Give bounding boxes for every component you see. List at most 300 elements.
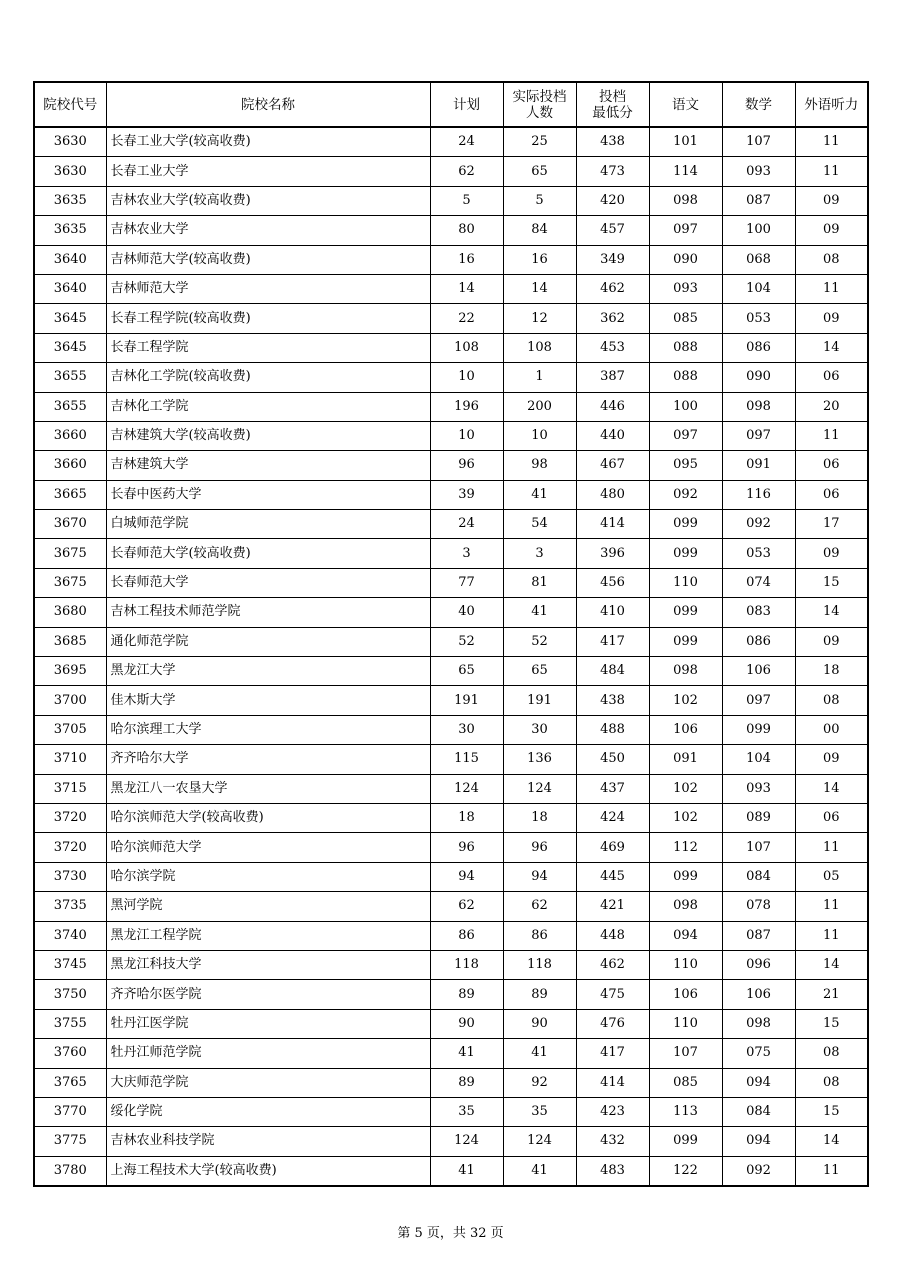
cell-name: 吉林农业大学(较高收费)	[106, 186, 430, 215]
cell-code: 3775	[34, 1127, 106, 1156]
cell-name: 通化师范学院	[106, 627, 430, 656]
cell-actual: 191	[503, 686, 576, 715]
header-listening: 外语听力	[795, 82, 868, 127]
cell-listening: 11	[795, 892, 868, 921]
admission-table	[33, 81, 869, 1187]
table-row	[34, 1068, 868, 1097]
cell-name: 上海工程技术大学(较高收费)	[106, 1156, 430, 1186]
cell-name: 吉林工程技术师范学院	[106, 598, 430, 627]
cell-math: 068	[722, 245, 795, 274]
table-header-row	[34, 82, 868, 127]
cell-listening: 11	[795, 157, 868, 186]
cell-actual: 96	[503, 833, 576, 862]
table-row	[34, 774, 868, 803]
cell-plan: 14	[430, 274, 503, 303]
cell-name: 吉林建筑大学(较高收费)	[106, 421, 430, 450]
cell-math: 083	[722, 598, 795, 627]
cell-code: 3685	[34, 627, 106, 656]
cell-plan: 10	[430, 421, 503, 450]
cell-code: 3635	[34, 216, 106, 245]
cell-code: 3640	[34, 274, 106, 303]
cell-chinese: 099	[649, 1127, 722, 1156]
cell-math: 098	[722, 392, 795, 421]
cell-name: 长春工业大学	[106, 157, 430, 186]
cell-chinese: 106	[649, 715, 722, 744]
cell-plan: 115	[430, 745, 503, 774]
table-row	[34, 715, 868, 744]
cell-plan: 90	[430, 1009, 503, 1038]
cell-plan: 89	[430, 980, 503, 1009]
cell-plan: 40	[430, 598, 503, 627]
cell-min-score: 417	[576, 627, 649, 656]
cell-code: 3655	[34, 392, 106, 421]
cell-math: 074	[722, 568, 795, 597]
cell-math: 092	[722, 1156, 795, 1186]
cell-chinese: 102	[649, 686, 722, 715]
cell-actual: 62	[503, 892, 576, 921]
cell-name: 黑龙江工程学院	[106, 921, 430, 950]
cell-chinese: 090	[649, 245, 722, 274]
cell-chinese: 085	[649, 304, 722, 333]
cell-plan: 108	[430, 333, 503, 362]
cell-math: 087	[722, 186, 795, 215]
cell-plan: 62	[430, 157, 503, 186]
cell-code: 3750	[34, 980, 106, 1009]
cell-chinese: 099	[649, 510, 722, 539]
cell-min-score: 437	[576, 774, 649, 803]
cell-code: 3765	[34, 1068, 106, 1097]
cell-actual: 16	[503, 245, 576, 274]
cell-min-score: 414	[576, 510, 649, 539]
table-row	[34, 392, 868, 421]
header-min-score	[576, 82, 649, 127]
table-row	[34, 451, 868, 480]
cell-chinese: 122	[649, 1156, 722, 1186]
cell-math: 087	[722, 921, 795, 950]
cell-math: 099	[722, 715, 795, 744]
cell-math: 090	[722, 363, 795, 392]
cell-min-score: 483	[576, 1156, 649, 1186]
table-row	[34, 833, 868, 862]
table-row	[34, 245, 868, 274]
cell-listening: 11	[795, 1156, 868, 1186]
cell-actual: 92	[503, 1068, 576, 1097]
table-body	[34, 127, 868, 1186]
cell-plan: 52	[430, 627, 503, 656]
cell-math: 075	[722, 1039, 795, 1068]
cell-name: 黑龙江八一农垦大学	[106, 774, 430, 803]
cell-plan: 16	[430, 245, 503, 274]
table-row	[34, 627, 868, 656]
cell-min-score: 420	[576, 186, 649, 215]
cell-min-score: 448	[576, 921, 649, 950]
cell-plan: 41	[430, 1039, 503, 1068]
table-row	[34, 421, 868, 450]
header-actual-line2: 人数	[526, 104, 553, 121]
cell-actual: 5	[503, 186, 576, 215]
cell-code: 3675	[34, 539, 106, 568]
cell-plan: 30	[430, 715, 503, 744]
cell-listening: 20	[795, 392, 868, 421]
cell-actual: 81	[503, 568, 576, 597]
cell-code: 3680	[34, 598, 106, 627]
table-row	[34, 510, 868, 539]
cell-code: 3630	[34, 127, 106, 157]
cell-chinese: 114	[649, 157, 722, 186]
cell-name: 黑河学院	[106, 892, 430, 921]
table-row	[34, 186, 868, 215]
cell-code: 3755	[34, 1009, 106, 1038]
header-math: 数学	[722, 82, 795, 127]
cell-listening: 08	[795, 1068, 868, 1097]
cell-actual: 94	[503, 862, 576, 891]
cell-chinese: 101	[649, 127, 722, 157]
table-row	[34, 274, 868, 303]
cell-listening: 06	[795, 451, 868, 480]
cell-name: 长春师范大学(较高收费)	[106, 539, 430, 568]
cell-code: 3780	[34, 1156, 106, 1186]
cell-name: 哈尔滨师范大学	[106, 833, 430, 862]
cell-name: 哈尔滨理工大学	[106, 715, 430, 744]
cell-name: 长春工程学院	[106, 333, 430, 362]
cell-name: 白城师范学院	[106, 510, 430, 539]
cell-code: 3645	[34, 333, 106, 362]
cell-actual: 124	[503, 774, 576, 803]
cell-actual: 65	[503, 657, 576, 686]
cell-code: 3670	[34, 510, 106, 539]
cell-code: 3700	[34, 686, 106, 715]
cell-min-score: 396	[576, 539, 649, 568]
cell-math: 053	[722, 304, 795, 333]
cell-code: 3760	[34, 1039, 106, 1068]
cell-min-score: 484	[576, 657, 649, 686]
cell-math: 093	[722, 157, 795, 186]
cell-actual: 86	[503, 921, 576, 950]
cell-code: 3630	[34, 157, 106, 186]
cell-chinese: 106	[649, 980, 722, 1009]
cell-plan: 118	[430, 950, 503, 979]
cell-chinese: 098	[649, 657, 722, 686]
table-row	[34, 892, 868, 921]
cell-chinese: 110	[649, 568, 722, 597]
cell-listening: 05	[795, 862, 868, 891]
cell-listening: 09	[795, 745, 868, 774]
cell-name: 长春师范大学	[106, 568, 430, 597]
cell-math: 094	[722, 1068, 795, 1097]
cell-math: 104	[722, 745, 795, 774]
cell-listening: 15	[795, 568, 868, 597]
header-plan: 计划	[430, 82, 503, 127]
cell-name: 哈尔滨师范大学(较高收费)	[106, 803, 430, 832]
cell-plan: 3	[430, 539, 503, 568]
cell-min-score: 469	[576, 833, 649, 862]
cell-name: 黑龙江大学	[106, 657, 430, 686]
cell-math: 084	[722, 862, 795, 891]
cell-code: 3730	[34, 862, 106, 891]
cell-actual: 41	[503, 1156, 576, 1186]
cell-chinese: 088	[649, 363, 722, 392]
cell-chinese: 091	[649, 745, 722, 774]
cell-math: 116	[722, 480, 795, 509]
cell-math: 091	[722, 451, 795, 480]
cell-plan: 65	[430, 657, 503, 686]
cell-min-score: 423	[576, 1097, 649, 1126]
header-chinese: 语文	[649, 82, 722, 127]
cell-actual: 200	[503, 392, 576, 421]
cell-min-score: 462	[576, 274, 649, 303]
cell-math: 106	[722, 657, 795, 686]
cell-actual: 90	[503, 1009, 576, 1038]
table-row	[34, 686, 868, 715]
cell-chinese: 098	[649, 892, 722, 921]
cell-listening: 08	[795, 686, 868, 715]
cell-code: 3705	[34, 715, 106, 744]
cell-plan: 41	[430, 1156, 503, 1186]
cell-plan: 124	[430, 1127, 503, 1156]
cell-plan: 24	[430, 510, 503, 539]
header-min-line2: 最低分	[592, 104, 633, 121]
cell-min-score: 446	[576, 392, 649, 421]
cell-min-score: 410	[576, 598, 649, 627]
cell-name: 齐齐哈尔大学	[106, 745, 430, 774]
cell-plan: 77	[430, 568, 503, 597]
cell-name: 黑龙江科技大学	[106, 950, 430, 979]
cell-math: 094	[722, 1127, 795, 1156]
cell-chinese: 110	[649, 1009, 722, 1038]
cell-name: 吉林农业科技学院	[106, 1127, 430, 1156]
header-actual-line1: 实际投档	[512, 88, 567, 105]
cell-chinese: 092	[649, 480, 722, 509]
cell-name: 吉林农业大学	[106, 216, 430, 245]
cell-min-score: 475	[576, 980, 649, 1009]
cell-math: 089	[722, 803, 795, 832]
cell-plan: 96	[430, 451, 503, 480]
table-row	[34, 216, 868, 245]
cell-actual: 52	[503, 627, 576, 656]
table-row	[34, 333, 868, 362]
cell-code: 3645	[34, 304, 106, 333]
cell-actual: 14	[503, 274, 576, 303]
table-row	[34, 862, 868, 891]
cell-plan: 196	[430, 392, 503, 421]
cell-listening: 11	[795, 833, 868, 862]
cell-plan: 86	[430, 921, 503, 950]
cell-chinese: 113	[649, 1097, 722, 1126]
cell-min-score: 424	[576, 803, 649, 832]
cell-min-score: 453	[576, 333, 649, 362]
cell-actual: 65	[503, 157, 576, 186]
cell-chinese: 099	[649, 539, 722, 568]
cell-min-score: 456	[576, 568, 649, 597]
cell-math: 092	[722, 510, 795, 539]
cell-name: 吉林化工学院	[106, 392, 430, 421]
cell-actual: 1	[503, 363, 576, 392]
header-name: 院校名称	[106, 82, 430, 127]
cell-actual: 35	[503, 1097, 576, 1126]
cell-plan: 96	[430, 833, 503, 862]
cell-actual: 108	[503, 333, 576, 362]
cell-plan: 80	[430, 216, 503, 245]
cell-min-score: 440	[576, 421, 649, 450]
cell-min-score: 414	[576, 1068, 649, 1097]
cell-min-score: 432	[576, 1127, 649, 1156]
table-row	[34, 363, 868, 392]
table-row	[34, 745, 868, 774]
table-row	[34, 950, 868, 979]
cell-code: 3635	[34, 186, 106, 215]
cell-listening: 21	[795, 980, 868, 1009]
cell-code: 3640	[34, 245, 106, 274]
cell-plan: 89	[430, 1068, 503, 1097]
cell-code: 3665	[34, 480, 106, 509]
cell-math: 107	[722, 127, 795, 157]
cell-listening: 11	[795, 127, 868, 157]
cell-plan: 39	[430, 480, 503, 509]
cell-listening: 11	[795, 921, 868, 950]
table-row	[34, 921, 868, 950]
cell-chinese: 107	[649, 1039, 722, 1068]
cell-plan: 5	[430, 186, 503, 215]
cell-name: 长春工业大学(较高收费)	[106, 127, 430, 157]
cell-chinese: 085	[649, 1068, 722, 1097]
cell-min-score: 421	[576, 892, 649, 921]
cell-math: 078	[722, 892, 795, 921]
cell-name: 吉林师范大学(较高收费)	[106, 245, 430, 274]
cell-listening: 09	[795, 186, 868, 215]
cell-math: 098	[722, 1009, 795, 1038]
cell-min-score: 457	[576, 216, 649, 245]
cell-actual: 84	[503, 216, 576, 245]
cell-chinese: 110	[649, 950, 722, 979]
cell-code: 3745	[34, 950, 106, 979]
cell-actual: 25	[503, 127, 576, 157]
cell-min-score: 349	[576, 245, 649, 274]
cell-chinese: 095	[649, 451, 722, 480]
cell-chinese: 099	[649, 627, 722, 656]
cell-name: 绥化学院	[106, 1097, 430, 1126]
table-row	[34, 157, 868, 186]
cell-math: 107	[722, 833, 795, 862]
cell-min-score: 387	[576, 363, 649, 392]
table-row	[34, 480, 868, 509]
cell-math: 053	[722, 539, 795, 568]
cell-actual: 41	[503, 480, 576, 509]
page-footer: 第 5 页，共 32 页	[397, 1226, 504, 1241]
cell-listening: 14	[795, 598, 868, 627]
cell-min-score: 467	[576, 451, 649, 480]
cell-actual: 136	[503, 745, 576, 774]
cell-listening: 11	[795, 421, 868, 450]
cell-listening: 06	[795, 363, 868, 392]
cell-chinese: 099	[649, 862, 722, 891]
table-row	[34, 127, 868, 157]
cell-listening: 14	[795, 333, 868, 362]
cell-plan: 62	[430, 892, 503, 921]
cell-code: 3740	[34, 921, 106, 950]
cell-name: 大庆师范学院	[106, 1068, 430, 1097]
cell-code: 3710	[34, 745, 106, 774]
cell-actual: 41	[503, 598, 576, 627]
cell-min-score: 476	[576, 1009, 649, 1038]
cell-code: 3735	[34, 892, 106, 921]
cell-math: 097	[722, 421, 795, 450]
cell-min-score: 462	[576, 950, 649, 979]
cell-chinese: 088	[649, 333, 722, 362]
cell-actual: 124	[503, 1127, 576, 1156]
table-row	[34, 598, 868, 627]
cell-listening: 14	[795, 1127, 868, 1156]
cell-min-score: 438	[576, 127, 649, 157]
cell-listening: 09	[795, 627, 868, 656]
cell-plan: 94	[430, 862, 503, 891]
cell-plan: 10	[430, 363, 503, 392]
cell-listening: 00	[795, 715, 868, 744]
cell-min-score: 488	[576, 715, 649, 744]
cell-listening: 09	[795, 216, 868, 245]
cell-chinese: 097	[649, 421, 722, 450]
cell-name: 牡丹江医学院	[106, 1009, 430, 1038]
cell-code: 3770	[34, 1097, 106, 1126]
cell-min-score: 438	[576, 686, 649, 715]
table-row	[34, 304, 868, 333]
cell-actual: 18	[503, 803, 576, 832]
cell-chinese: 100	[649, 392, 722, 421]
cell-code: 3695	[34, 657, 106, 686]
cell-actual: 118	[503, 950, 576, 979]
cell-code: 3715	[34, 774, 106, 803]
cell-plan: 35	[430, 1097, 503, 1126]
table-row	[34, 568, 868, 597]
cell-chinese: 102	[649, 774, 722, 803]
cell-min-score: 480	[576, 480, 649, 509]
cell-name: 齐齐哈尔医学院	[106, 980, 430, 1009]
cell-chinese: 097	[649, 216, 722, 245]
cell-listening: 06	[795, 480, 868, 509]
cell-actual: 3	[503, 539, 576, 568]
cell-chinese: 112	[649, 833, 722, 862]
cell-code: 3720	[34, 833, 106, 862]
cell-name: 哈尔滨学院	[106, 862, 430, 891]
table-row	[34, 980, 868, 1009]
table-row	[34, 1156, 868, 1186]
cell-listening: 08	[795, 245, 868, 274]
cell-chinese: 093	[649, 274, 722, 303]
cell-math: 093	[722, 774, 795, 803]
cell-code: 3660	[34, 421, 106, 450]
cell-name: 长春工程学院(较高收费)	[106, 304, 430, 333]
cell-min-score: 362	[576, 304, 649, 333]
cell-math: 100	[722, 216, 795, 245]
cell-plan: 18	[430, 803, 503, 832]
cell-math: 084	[722, 1097, 795, 1126]
cell-name: 吉林化工学院(较高收费)	[106, 363, 430, 392]
cell-name: 牡丹江师范学院	[106, 1039, 430, 1068]
table-row	[34, 657, 868, 686]
cell-code: 3720	[34, 803, 106, 832]
cell-actual: 89	[503, 980, 576, 1009]
cell-listening: 14	[795, 774, 868, 803]
table-row	[34, 539, 868, 568]
cell-listening: 18	[795, 657, 868, 686]
cell-listening: 09	[795, 539, 868, 568]
cell-math: 086	[722, 627, 795, 656]
cell-listening: 15	[795, 1097, 868, 1126]
cell-chinese: 098	[649, 186, 722, 215]
cell-actual: 98	[503, 451, 576, 480]
cell-plan: 124	[430, 774, 503, 803]
header-actual	[503, 82, 576, 127]
cell-name: 佳木斯大学	[106, 686, 430, 715]
